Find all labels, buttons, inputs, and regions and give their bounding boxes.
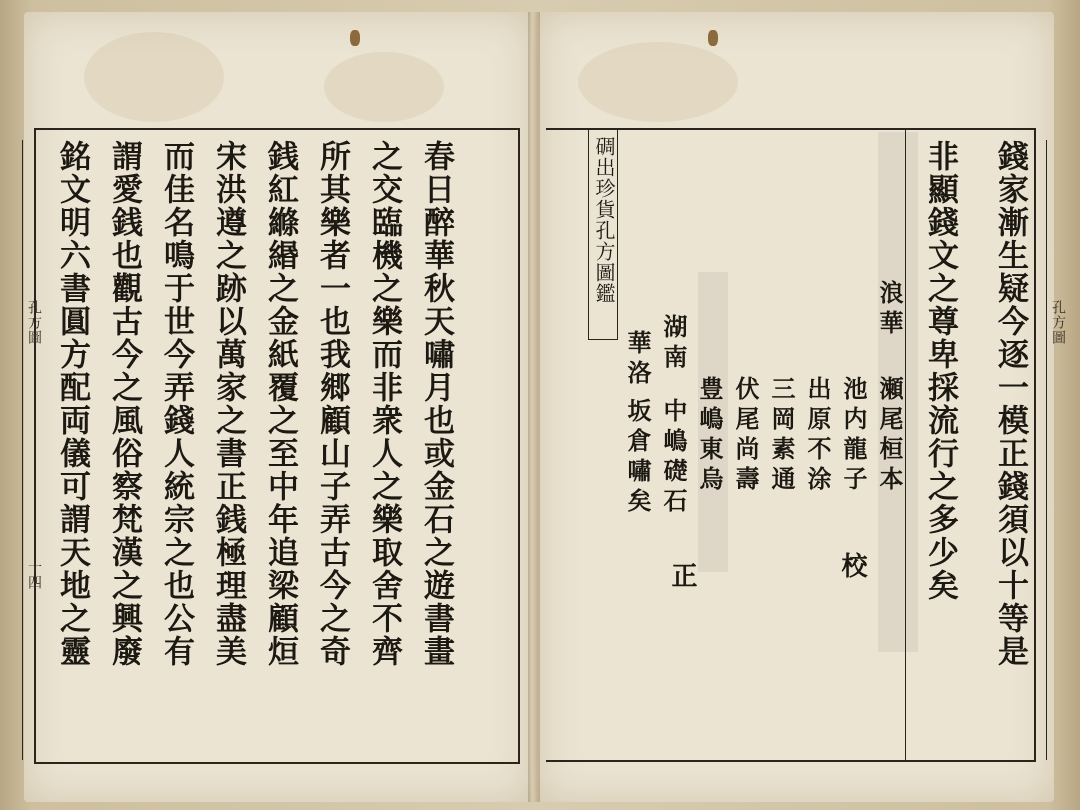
credit-name: 出原不涂: [803, 376, 832, 496]
book-gutter: [528, 12, 540, 802]
preface-column: 非顯錢文之尊卑採流行之多少矣: [922, 140, 958, 602]
paper-stain: [324, 52, 444, 122]
margin-rule: [22, 140, 23, 760]
binding-hole: [708, 30, 718, 46]
credit-place: 湖南: [659, 314, 688, 374]
left-text-column: 春日醉華秋天嘯月也或金石之遊書畫: [418, 140, 454, 668]
credit-role: 校: [837, 552, 867, 580]
left-text-column: 謂愛銭也觀古今之風俗察梵漢之興廢: [106, 140, 142, 668]
left-margin-label: 孔方圖: [26, 300, 42, 345]
credit-role: 正: [667, 562, 697, 590]
left-text-column: 而佳名鳴于世今弄錢人統宗之也公有: [158, 140, 194, 668]
book-title: 碉出珍貨孔方圖鑑: [592, 136, 616, 304]
credit-place: 華洛: [623, 330, 652, 390]
credit-name: 坂倉嘯矣: [623, 398, 652, 518]
credit-name: 池内龍子: [839, 376, 868, 496]
paper-stain: [84, 32, 224, 122]
margin-rule: [1046, 140, 1047, 760]
preface-column: 錢家漸生疑今逐一模正錢須以十等是: [992, 140, 1028, 668]
paper-stain: [578, 42, 738, 122]
credit-name: 豊嶋東烏: [695, 376, 724, 496]
credit-name: 瀬尾桓本: [875, 376, 904, 496]
credit-name: 三岡素通: [767, 376, 796, 496]
credit-name: 伏尾尚壽: [731, 376, 760, 496]
left-folio: 十四: [26, 560, 42, 590]
left-text-column: 之交臨機之樂而非衆人之樂取舍不齊: [366, 140, 402, 668]
left-text-column: 所其樂者一也我郷顧山子弄古今之奇: [314, 140, 350, 668]
left-text-column: 宋洪遵之跡以萬家之書正銭極理盡美: [210, 140, 246, 668]
credit-name: 中嶋礎石: [659, 398, 688, 518]
binding-hole: [350, 30, 360, 46]
right-margin-label: 孔方圖: [1050, 300, 1066, 345]
left-text-column: 銭紅縧緡之金紙覆之至中年追梁顧烜: [262, 140, 298, 668]
credit-place: 浪華: [875, 280, 904, 340]
left-text-column: 銘文明六書圓方配両儀可謂天地之靈: [54, 140, 90, 668]
